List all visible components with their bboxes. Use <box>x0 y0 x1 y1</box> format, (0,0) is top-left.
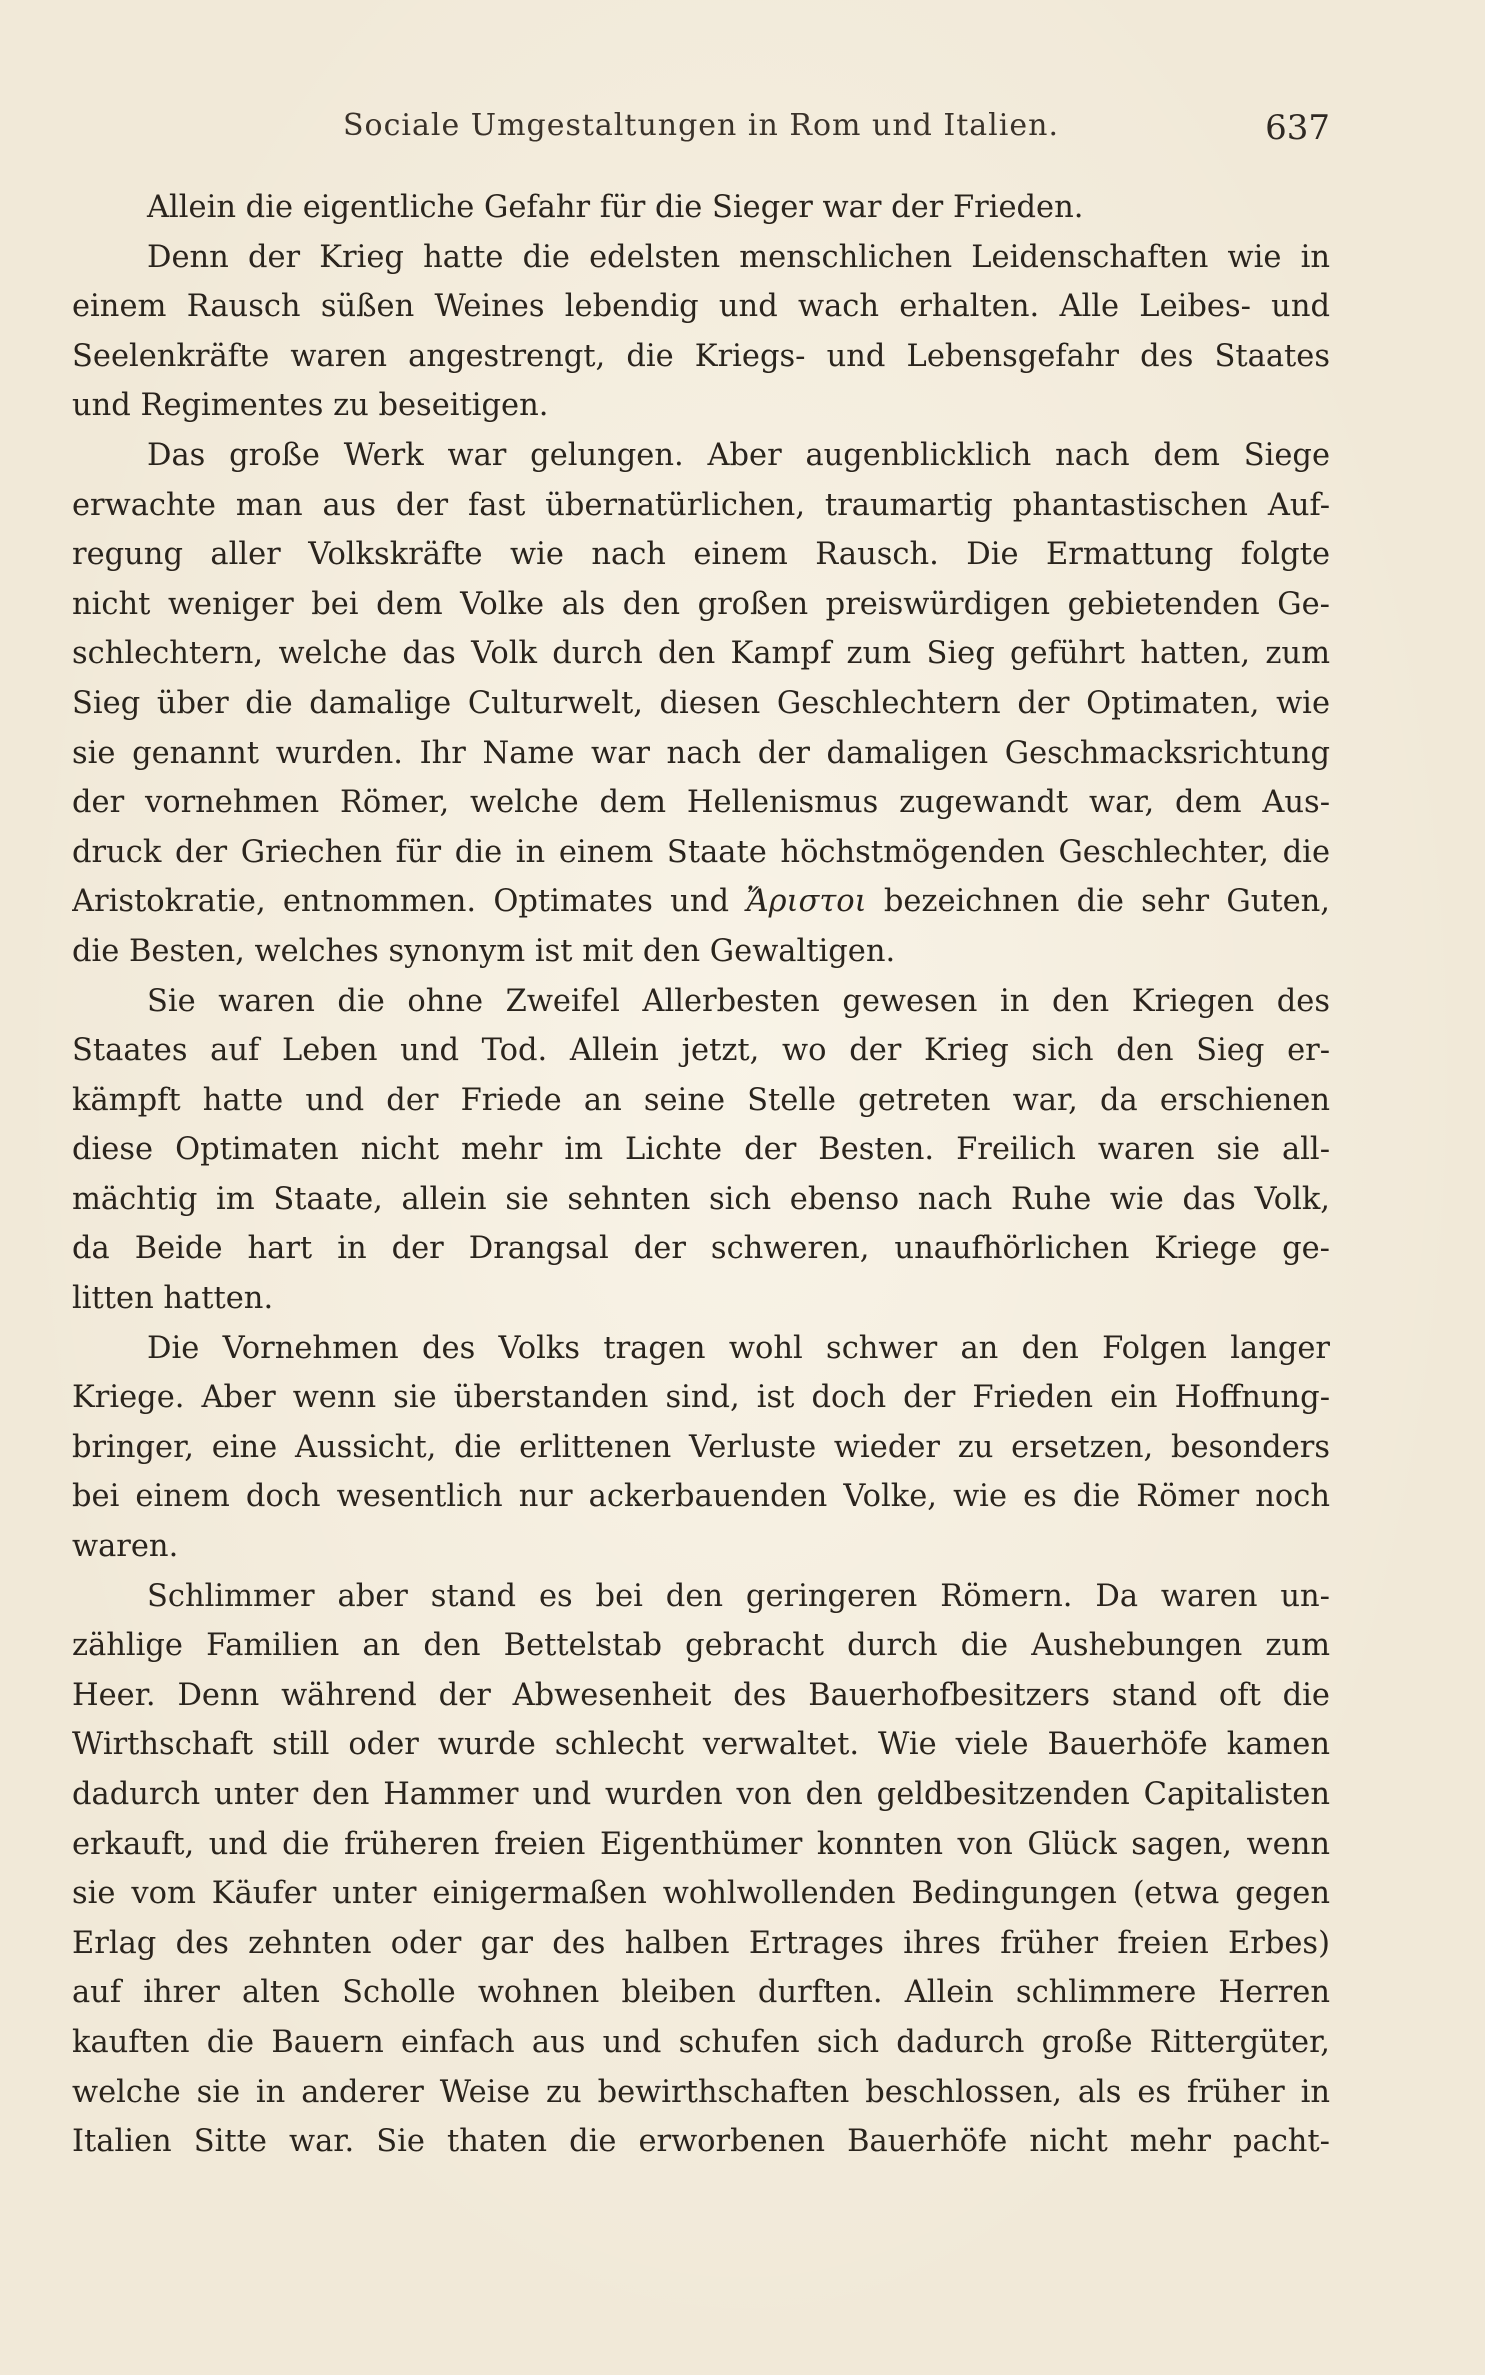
text-line: Die Vornehmen des Volks tragen wohl schwer an den Folgen langer <box>147 1330 1330 1366</box>
text-line: erwachte man aus der fast übernatürlichen, traumartig phantastischen Auf- <box>72 487 1330 523</box>
text-line: Das große Werk war gelungen. Aber augenblicklich nach dem Siege <box>147 437 1330 473</box>
running-title: Sociale Umgestaltungen in Rom und Italien. <box>343 108 1059 143</box>
text-segment: Aristokratie, entnommen. Optimates und <box>72 884 729 920</box>
text-line: Schlimmer aber stand es bei den geringeren Römern. Da waren un- <box>147 1578 1330 1614</box>
text-segment: bezeichnen die sehr Guten, <box>883 884 1330 920</box>
text-line: nicht weniger bei dem Volke als den großen preiswürdigen gebietenden Ge- <box>72 586 1330 622</box>
text-line-with-greek <box>72 877 1330 927</box>
text-line: mächtig im Staate, allein sie sehnten sich ebenso nach Ruhe wie das Volk, <box>72 1181 1330 1217</box>
text-line: Heer. Denn während der Abwesenheit des Bauerhofbesitzers stand oft die <box>72 1677 1330 1713</box>
text-line: druck der Griechen für die in einem Staate höchstmögenden Geschlechter, die <box>72 834 1330 870</box>
text-line: der vornehmen Römer, welche dem Hellenismus zugewandt war, dem Aus- <box>72 785 1330 821</box>
text-line: Seelenkräfte waren angestrengt, die Kriegs- und Lebensgefahr des Staates <box>72 338 1330 374</box>
text-line: und Regimentes zu beseitigen. <box>72 388 549 424</box>
running-head <box>72 108 1330 158</box>
page-number: 637 <box>1265 108 1330 148</box>
text-line: Staates auf Leben und Tod. Allein jetzt, wo der Krieg sich den Sieg er- <box>72 1033 1330 1069</box>
text-line: bringer, eine Aussicht, die erlittenen Verluste wieder zu ersetzen, besonders <box>72 1429 1330 1465</box>
text-line: welche sie in anderer Weise zu bewirthschaften beschlossen, als es früher in <box>72 2074 1330 2110</box>
text-line: schlechtern, welche das Volk durch den Kampf zum Sieg geführt hatten, zum <box>72 636 1330 672</box>
text-line: Erlag des zehnten oder gar des halben Ertrages ihres früher freien Erbes) <box>72 1925 1330 1961</box>
body-text <box>72 183 1330 2167</box>
text-line: bei einem doch wesentlich nur ackerbauenden Volke, wie es die Römer noch <box>72 1479 1330 1515</box>
text-line: Denn der Krieg hatte die edelsten menschlichen Leidenschaften wie in <box>147 239 1330 275</box>
text-line: regung aller Volkskräfte wie nach einem Rausch. Die Ermattung folgte <box>72 537 1330 573</box>
text-line: da Beide hart in der Drangsal der schweren, unaufhörlichen Kriege ge- <box>72 1231 1330 1267</box>
text-line: Wirthschaft still oder wurde schlecht verwaltet. Wie viele Bauerhöfe kamen <box>72 1727 1330 1763</box>
text-line: sie vom Käufer unter einigermaßen wohlwollenden Bedingungen (etwa gegen <box>72 1876 1330 1912</box>
text-line: auf ihrer alten Scholle wohnen bleiben durften. Allein schlimmere Herren <box>72 1975 1330 2011</box>
text-line: sie genannt wurden. Ihr Name war nach der damaligen Geschmacksrichtung <box>72 735 1330 771</box>
text-line: kauften die Bauern einfach aus und schufen sich dadurch große Rittergüter, <box>72 2024 1330 2060</box>
text-line: Kriege. Aber wenn sie überstanden sind, ist doch der Frieden ein Hoffnung- <box>72 1380 1330 1416</box>
text-line: waren. <box>72 1529 179 1565</box>
text-line: Sieg über die damalige Culturwelt, diesen Geschlechtern der Optimaten, wie <box>72 685 1330 721</box>
text-line: Sie waren die ohne Zweifel Allerbesten gewesen in den Kriegen des <box>147 983 1330 1019</box>
text-line: die Besten, welches synonym ist mit den Gewaltigen. <box>72 933 896 969</box>
text-line: zählige Familien an den Bettelstab gebracht durch die Aushebungen zum <box>72 1628 1330 1664</box>
text-line: dadurch unter den Hammer und wurden von den geldbesitzenden Capitalisten <box>72 1777 1330 1812</box>
text-line: litten hatten. <box>72 1281 274 1317</box>
text-line: Allein die eigentliche Gefahr für die Sieger war der Frieden. <box>147 190 1084 225</box>
text-line: Italien Sitte war. Sie thaten die erworbenen Bauerhöfe nicht mehr pacht- <box>72 2124 1330 2160</box>
text-line: kämpft hatte und der Friede an seine Stelle getreten war, da erschienen <box>72 1082 1330 1118</box>
greek-word: Ἄριστοι <box>746 884 867 920</box>
text-line: erkauft, und die früheren freien Eigenthümer konnten von Glück sagen, wenn <box>72 1826 1330 1862</box>
text-line: einem Rausch süßen Weines lebendig und wach erhalten. Alle Leibes- und <box>72 289 1330 325</box>
text-line: diese Optimaten nicht mehr im Lichte der Besten. Freilich waren sie all- <box>72 1132 1330 1168</box>
